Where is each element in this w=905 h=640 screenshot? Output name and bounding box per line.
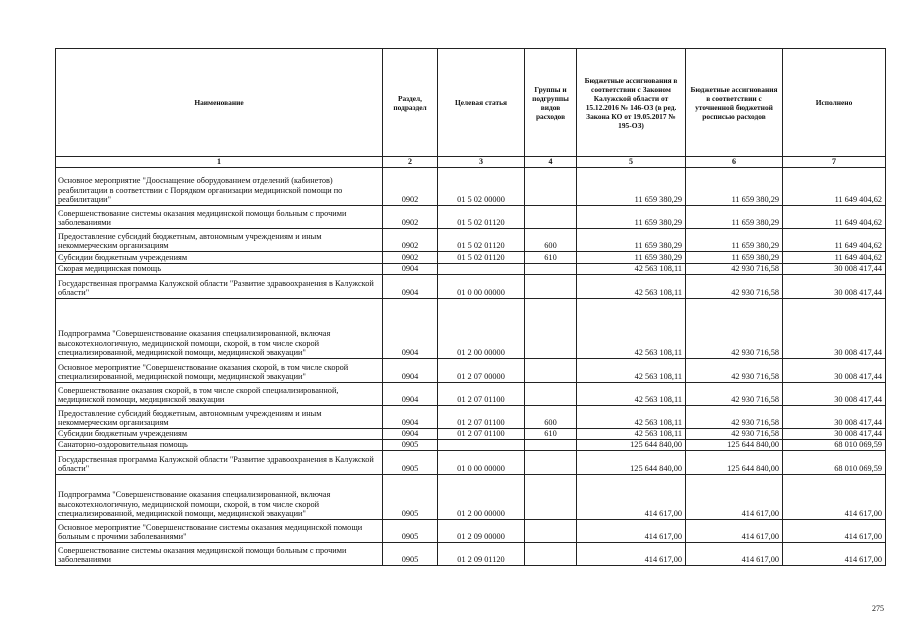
- target-cell: 01 5 02 01120: [438, 229, 525, 252]
- refined-amount-cell: 414 617,00: [686, 520, 783, 543]
- header-refined: Бюджетные ассигнования в соответствии с уточненной бюджетной росписью расходов: [686, 49, 783, 157]
- executed-amount-cell: 30 008 417,44: [783, 406, 886, 429]
- target-cell: 01 0 00 00000: [438, 275, 525, 299]
- refined-amount-cell: 42 930 716,58: [686, 406, 783, 429]
- group-cell: [525, 264, 577, 275]
- header-law: Бюджетные ассигнования в соответствии с Законом Калужской области от 15.12.2016 № 146-ОЗ (в ред. Закона КО от 19.05.2017 № 195-ОЗ): [577, 49, 686, 157]
- table-row: [56, 299, 886, 359]
- row-name-cell: Основное мероприятие "Совершенствование оказания скорой, в том числе скорой специализированной, медицинской помощи, медицинской эвакуации": [56, 359, 383, 383]
- header-executed: Исполнено: [783, 49, 886, 157]
- executed-amount-cell: 11 649 404,62: [783, 252, 886, 264]
- column-number: 1: [56, 157, 383, 168]
- section-cell: 0905: [383, 543, 438, 566]
- section-cell: 0902: [383, 252, 438, 264]
- column-number-row: [56, 157, 886, 168]
- target-cell: 01 5 02 01120: [438, 206, 525, 229]
- row-name-cell: Основное мероприятие "Совершенствование системы оказания медицинской помощи больным с прочими заболеваниями": [56, 520, 383, 543]
- budget-table-container: [55, 48, 885, 599]
- law-amount-cell: 414 617,00: [577, 520, 686, 543]
- section-cell: 0905: [383, 440, 438, 451]
- budget-table: [55, 48, 886, 566]
- law-amount-cell: 42 563 108,11: [577, 264, 686, 275]
- table-row: [56, 229, 886, 252]
- column-number: 3: [438, 157, 525, 168]
- table-row: [56, 520, 886, 543]
- law-amount-cell: 11 659 380,29: [577, 229, 686, 252]
- group-cell: [525, 206, 577, 229]
- law-amount-cell: 42 563 108,11: [577, 406, 686, 429]
- target-cell: 01 2 09 00000: [438, 520, 525, 543]
- refined-amount-cell: 42 930 716,58: [686, 429, 783, 440]
- table-row: [56, 168, 886, 206]
- executed-amount-cell: 11 649 404,62: [783, 229, 886, 252]
- target-cell: 01 2 07 01100: [438, 383, 525, 406]
- column-number: 7: [783, 157, 886, 168]
- section-cell: 0904: [383, 264, 438, 275]
- group-cell: [525, 275, 577, 299]
- target-cell: 01 2 00 00000: [438, 299, 525, 359]
- refined-amount-cell: 125 644 840,00: [686, 440, 783, 451]
- row-name-cell: Субсидии бюджетным учреждениям: [56, 252, 383, 264]
- header-target: Целевая статья: [438, 49, 525, 157]
- executed-amount-cell: 11 649 404,62: [783, 206, 886, 229]
- table-row: [56, 451, 886, 475]
- group-cell: [525, 168, 577, 206]
- row-name-cell: Государственная программа Калужской области "Развитие здравоохранения в Калужской области": [56, 451, 383, 475]
- group-cell: [525, 520, 577, 543]
- section-cell: 0905: [383, 475, 438, 520]
- target-cell: 01 2 07 00000: [438, 359, 525, 383]
- executed-amount-cell: 68 010 069,59: [783, 440, 886, 451]
- refined-amount-cell: 11 659 380,29: [686, 229, 783, 252]
- table-row: [56, 252, 886, 264]
- table-row: [56, 543, 886, 566]
- header-row: [56, 49, 886, 157]
- table-row: [56, 264, 886, 275]
- refined-amount-cell: 414 617,00: [686, 475, 783, 520]
- row-name-cell: Санаторно-оздоровительная помощь: [56, 440, 383, 451]
- column-number: 2: [383, 157, 438, 168]
- group-cell: [525, 451, 577, 475]
- refined-amount-cell: 11 659 380,29: [686, 252, 783, 264]
- section-cell: 0905: [383, 520, 438, 543]
- target-cell: [438, 264, 525, 275]
- refined-amount-cell: 11 659 380,29: [686, 168, 783, 206]
- group-cell: 600: [525, 406, 577, 429]
- refined-amount-cell: 11 659 380,29: [686, 206, 783, 229]
- row-name-cell: Совершенствование системы оказания медицинской помощи больным с прочими заболеваниями: [56, 206, 383, 229]
- row-name-cell: Основное мероприятие "Дооснащение оборудованием отделений (кабинетов) реабилитации в соответствии с Порядком организации медицинской помощи по реабилитации": [56, 168, 383, 206]
- table-row: [56, 406, 886, 429]
- refined-amount-cell: 42 930 716,58: [686, 299, 783, 359]
- group-cell: 600: [525, 229, 577, 252]
- header-section: Раздел, подраздел: [383, 49, 438, 157]
- row-name-cell: Совершенствование оказания скорой, в том числе скорой специализированной, медицинской помощи, медицинской эвакуации: [56, 383, 383, 406]
- section-cell: 0902: [383, 168, 438, 206]
- refined-amount-cell: 42 930 716,58: [686, 359, 783, 383]
- law-amount-cell: 42 563 108,11: [577, 359, 686, 383]
- group-cell: 610: [525, 429, 577, 440]
- target-cell: 01 5 02 00000: [438, 168, 525, 206]
- law-amount-cell: 42 563 108,11: [577, 383, 686, 406]
- section-cell: 0904: [383, 383, 438, 406]
- law-amount-cell: 125 644 840,00: [577, 440, 686, 451]
- law-amount-cell: 11 659 380,29: [577, 252, 686, 264]
- page-number: 275: [872, 604, 884, 613]
- target-cell: 01 2 00 00000: [438, 475, 525, 520]
- section-cell: 0904: [383, 275, 438, 299]
- section-cell: 0904: [383, 299, 438, 359]
- row-name-cell: Предоставление субсидий бюджетным, автономным учреждениям и иным некоммерческим организациям: [56, 406, 383, 429]
- executed-amount-cell: 11 649 404,62: [783, 168, 886, 206]
- section-cell: 0904: [383, 359, 438, 383]
- table-row: [56, 383, 886, 406]
- table-row: [56, 440, 886, 451]
- law-amount-cell: 414 617,00: [577, 543, 686, 566]
- group-cell: 610: [525, 252, 577, 264]
- row-name-cell: Совершенствование системы оказания медицинской помощи больным с прочими заболеваниями: [56, 543, 383, 566]
- executed-amount-cell: 30 008 417,44: [783, 429, 886, 440]
- executed-amount-cell: 414 617,00: [783, 520, 886, 543]
- executed-amount-cell: 68 010 069,59: [783, 451, 886, 475]
- section-cell: 0902: [383, 206, 438, 229]
- table-body: [56, 168, 886, 566]
- group-cell: [525, 475, 577, 520]
- law-amount-cell: 42 563 108,11: [577, 275, 686, 299]
- table-row: [56, 429, 886, 440]
- group-cell: [525, 359, 577, 383]
- target-cell: 01 2 09 01120: [438, 543, 525, 566]
- target-cell: [438, 440, 525, 451]
- target-cell: 01 0 00 00000: [438, 451, 525, 475]
- executed-amount-cell: 30 008 417,44: [783, 383, 886, 406]
- law-amount-cell: 11 659 380,29: [577, 206, 686, 229]
- column-number: 5: [577, 157, 686, 168]
- refined-amount-cell: 42 930 716,58: [686, 264, 783, 275]
- target-cell: 01 2 07 01100: [438, 406, 525, 429]
- law-amount-cell: 42 563 108,11: [577, 299, 686, 359]
- law-amount-cell: 42 563 108,11: [577, 429, 686, 440]
- group-cell: [525, 383, 577, 406]
- law-amount-cell: 125 644 840,00: [577, 451, 686, 475]
- section-cell: 0904: [383, 429, 438, 440]
- target-cell: 01 5 02 01120: [438, 252, 525, 264]
- header-name: Наименование: [56, 49, 383, 157]
- row-name-cell: Подпрограмма "Совершенствование оказания специализированной, включая высокотехнологичную, медицинской помощи, скорой, в том числе скорой специализированной, медицинской помощи, медицинской эвакуации": [56, 299, 383, 359]
- refined-amount-cell: 125 644 840,00: [686, 451, 783, 475]
- executed-amount-cell: 414 617,00: [783, 543, 886, 566]
- table-row: [56, 275, 886, 299]
- table-row: [56, 359, 886, 383]
- group-cell: [525, 299, 577, 359]
- section-cell: 0904: [383, 406, 438, 429]
- row-name-cell: Государственная программа Калужской области "Развитие здравоохранения в Калужской области": [56, 275, 383, 299]
- executed-amount-cell: 30 008 417,44: [783, 299, 886, 359]
- row-name-cell: Скорая медицинская помощь: [56, 264, 383, 275]
- section-cell: 0905: [383, 451, 438, 475]
- executed-amount-cell: 30 008 417,44: [783, 264, 886, 275]
- row-name-cell: Предоставление субсидий бюджетным, автономным учреждениям и иным некоммерческим организациям: [56, 229, 383, 252]
- law-amount-cell: 11 659 380,29: [577, 168, 686, 206]
- target-cell: 01 2 07 01100: [438, 429, 525, 440]
- header-group: Группы и подгруппы видов расходов: [525, 49, 577, 157]
- refined-amount-cell: 42 930 716,58: [686, 275, 783, 299]
- law-amount-cell: 414 617,00: [577, 475, 686, 520]
- column-number: 4: [525, 157, 577, 168]
- executed-amount-cell: 414 617,00: [783, 475, 886, 520]
- row-name-cell: Субсидии бюджетным учреждениям: [56, 429, 383, 440]
- section-cell: 0902: [383, 229, 438, 252]
- table-row: [56, 475, 886, 520]
- refined-amount-cell: 42 930 716,58: [686, 383, 783, 406]
- group-cell: [525, 543, 577, 566]
- row-name-cell: Подпрограмма "Совершенствование оказания специализированной, включая высокотехнологичную, медицинской помощи, скорой, в том числе скорой специализированной, медицинской помощи, медицинской эвакуации": [56, 475, 383, 520]
- executed-amount-cell: 30 008 417,44: [783, 359, 886, 383]
- executed-amount-cell: 30 008 417,44: [783, 275, 886, 299]
- refined-amount-cell: 414 617,00: [686, 543, 783, 566]
- group-cell: [525, 440, 577, 451]
- table-row: [56, 206, 886, 229]
- column-number: 6: [686, 157, 783, 168]
